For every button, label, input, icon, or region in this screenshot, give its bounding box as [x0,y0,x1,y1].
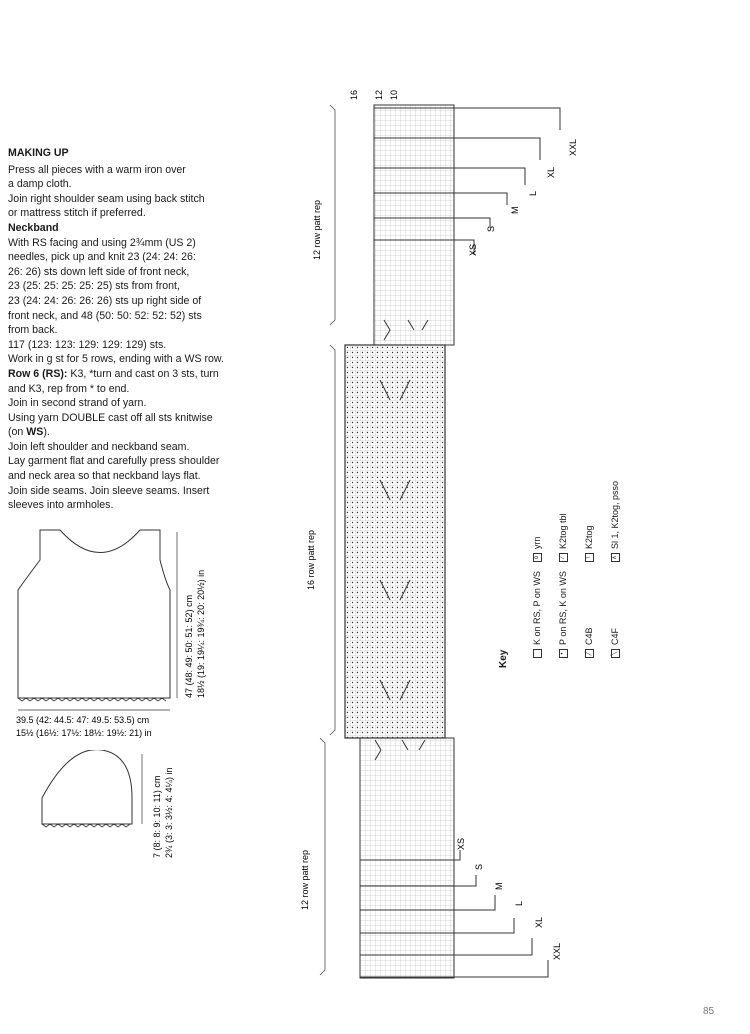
size-label-bottom: M [494,882,504,890]
neckband-line: front neck, and 48 (50: 50: 52: 52: 52) sts [8,309,202,322]
key-item-label: K2tog tbl [558,513,568,549]
neckband-line: needles, pick up and knit 23 (24: 24: 26: [8,251,196,264]
row6-label: Row 6 (RS): [8,367,68,380]
neckband-line: 117 (123: 123: 129: 129: 129) sts. [8,338,167,351]
purl-symbol-icon: o [533,553,542,562]
neckband-line: and K3, rep from * to end. [8,382,130,395]
sleeve-schematic [0,750,240,880]
chart-key [470,462,640,692]
making-up-line: a damp cloth. [8,178,72,191]
page-number: 85 [703,1006,715,1017]
size-label-bottom: L [514,900,524,906]
size-label-top: L [528,190,538,196]
making-up-line: or mattress stitch if preferred. [8,207,146,220]
key-item-label: K2tog [584,525,594,549]
neckband-heading: Neckband [8,221,59,234]
key-item [532,571,542,658]
size-label-bottom: XL [534,916,544,928]
size-label-bottom: XS [456,837,466,850]
key-item [584,525,594,562]
chart-col-number: 12 [374,89,384,100]
neckband-line: and neck area so that neckband lays flat. [8,470,201,483]
neckband-line: 23 (24: 24: 26: 26: 26) sts up right side of [8,294,202,307]
on-prefix: (on [8,426,27,439]
key-item-label: yrn [532,536,542,549]
body-schematic [0,520,240,750]
neckband-line: sleeves into armholes. [8,499,114,512]
making-up-line: Join right shoulder seam using back stitch [8,192,205,205]
neckband-line: Join side seams. Join sleeve seams. Insert [8,484,210,497]
making-up-heading: MAKING UP [8,147,69,159]
rep-label-top: 12 row patt rep [312,199,322,260]
key-item-label: Sl 1, K2tog, psso [610,480,620,549]
body-width-cm: 39.5 (42: 44.5: 47: 49.5: 53.5) cm [16,715,150,725]
on-ws-line [8,425,238,440]
sleeve-outline [42,750,132,824]
neckband-line: Work in g st for 5 rows, ending with a WS row. [8,353,224,366]
rep-bracket-bottom [320,738,325,975]
k2tog-symbol-icon: \ [585,553,594,562]
body-height-in: 18½ (19: 19¼: 19¾: 20: 20½) in [196,569,206,698]
key-item-label: P on RS, K on WS [558,571,568,645]
on-ws: WS [26,426,44,439]
chart-col-number: 16 [349,89,359,100]
key-title: Key [498,649,509,668]
key-item-label: C4B [584,627,594,645]
chart-grid-bottom [360,738,454,978]
key-item-label: K on RS, P on WS [532,571,542,645]
row6-text: K3, *turn and cast on 3 sts, turn [67,367,219,380]
size-label-bottom: S [474,863,484,870]
neckband-line: 26: 26) sts down left side of front neck, [8,265,190,278]
size-label-top: XS [468,243,478,256]
neckband-line: Join left shoulder and neckband seam. [8,440,190,453]
size-label-top: XL [546,166,556,178]
neckband-line: from back. [8,324,58,337]
neckband-line: Using yarn DOUBLE cast off all sts knitwise [8,411,213,424]
key-item [584,627,594,658]
size-label-top: S [486,225,496,232]
k2tog-tbl-symbol-icon: ⁄ [559,553,568,562]
key-item [558,513,568,562]
row6-line [8,367,238,382]
body-width-in: 15½ (16½: 17½: 18½: 19½: 21) in [16,728,152,738]
rep-bracket-top [330,105,335,325]
neckband-line: With RS facing and using 2¾mm (US 2) [8,236,196,249]
key-item [610,628,620,658]
size-label-top: M [510,206,520,214]
making-up-line: Press all pieces with a warm iron over [8,163,186,176]
neckband-line: Lay garment flat and carefully press shoulder [8,455,220,468]
rep-label-mid: 16 row patt rep [306,529,316,590]
size-label-top: XXL [568,138,578,156]
body-outline [18,530,170,698]
neckband-line: 23 (25: 25: 25: 25: 25) sts from front, [8,280,180,293]
key-item [558,571,568,658]
key-item [610,481,620,562]
body-height-cm: 47 (48: 49: 50: 51: 52) cm [184,594,194,698]
sl1-k2tog-psso-symbol-icon: ∧ [611,553,620,562]
key-item-label: C4F [610,627,620,645]
c4f-symbol-icon: ╲ [611,649,620,658]
chart-grid-middle [345,345,445,738]
c4b-symbol-icon: ╱ [585,649,594,658]
on-suffix: ). [43,426,50,439]
chart-col-number: 10 [389,89,399,100]
rep-label-bottom: 12 row patt rep [300,849,310,910]
knit-symbol-icon [533,649,542,658]
rep-bracket-mid [330,345,335,735]
neckband-line: Join in second strand of yarn. [8,397,147,410]
purl-symbol-icon: • [559,649,568,658]
sleeve-height-in: 2¾ (3: 3: 3½: 4: 4¼) in [164,767,174,858]
sleeve-height-cm: 7 (8: 8: 9: 10: 11) cm [152,775,162,858]
size-label-bottom: XXL [552,942,562,960]
key-item [532,536,542,562]
chart-grid-top [374,105,454,345]
making-up-section [8,146,238,513]
